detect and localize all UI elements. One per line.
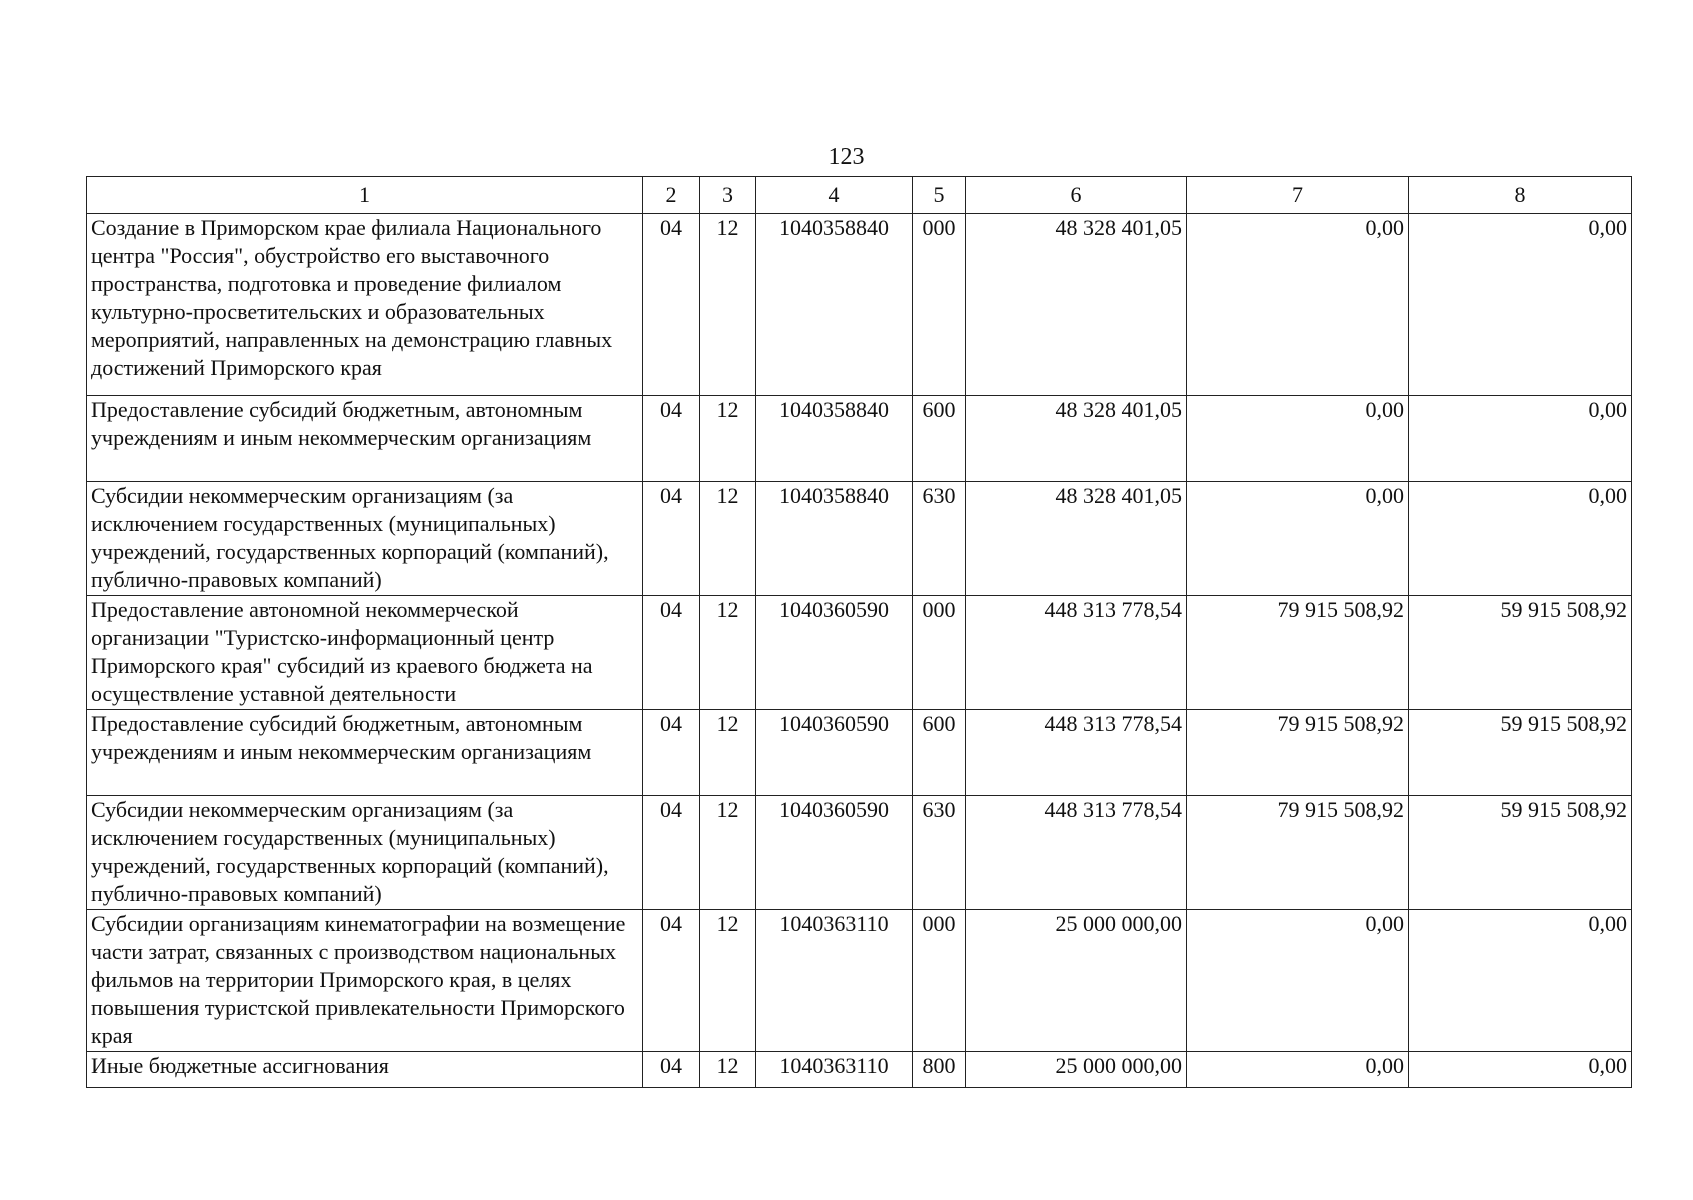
row-amount-col8: 59 915 508,92 (1409, 710, 1632, 796)
row-amount-col7: 0,00 (1187, 910, 1409, 1052)
row-amount-col6: 25 000 000,00 (966, 1052, 1187, 1088)
row-expense-type: 000 (913, 910, 966, 1052)
row-section-code: 04 (643, 710, 700, 796)
row-section-code: 04 (643, 796, 700, 910)
column-header-8: 8 (1409, 177, 1632, 214)
row-name: Субсидии некоммерческим организациям (за исключением государственных (муниципальных) учреждений, государственных корпораций (компаний), публично-правовых компаний) (87, 796, 643, 910)
row-amount-col6: 48 328 401,05 (966, 396, 1187, 482)
row-name: Иные бюджетные ассигнования (87, 1052, 643, 1088)
row-amount-col7: 0,00 (1187, 1052, 1409, 1088)
row-section-code: 04 (643, 1052, 700, 1088)
table-row (87, 482, 1632, 596)
row-amount-col7: 0,00 (1187, 214, 1409, 396)
row-expense-type: 000 (913, 596, 966, 710)
table-row (87, 596, 1632, 710)
row-subsection-code: 12 (700, 796, 756, 910)
row-subsection-code: 12 (700, 710, 756, 796)
row-amount-col6: 25 000 000,00 (966, 910, 1187, 1052)
row-name: Субсидии некоммерческим организациям (за исключением государственных (муниципальных) учреждений, государственных корпораций (компаний), публично-правовых компаний) (87, 482, 643, 596)
row-amount-col7: 79 915 508,92 (1187, 796, 1409, 910)
row-expense-type: 630 (913, 796, 966, 910)
row-section-code: 04 (643, 910, 700, 1052)
row-target-article: 1040363110 (756, 1052, 913, 1088)
row-target-article: 1040358840 (756, 396, 913, 482)
row-target-article: 1040360590 (756, 710, 913, 796)
row-amount-col6: 448 313 778,54 (966, 596, 1187, 710)
row-expense-type: 600 (913, 396, 966, 482)
column-header-1: 1 (87, 177, 643, 214)
column-header-6: 6 (966, 177, 1187, 214)
row-expense-type: 600 (913, 710, 966, 796)
row-subsection-code: 12 (700, 482, 756, 596)
table-row (87, 910, 1632, 1052)
row-amount-col6: 448 313 778,54 (966, 796, 1187, 910)
row-amount-col8: 59 915 508,92 (1409, 796, 1632, 910)
row-amount-col7: 79 915 508,92 (1187, 596, 1409, 710)
budget-table (86, 176, 1632, 1088)
row-section-code: 04 (643, 396, 700, 482)
column-header-5: 5 (913, 177, 966, 214)
table-body (87, 214, 1632, 1088)
table-header (87, 177, 1632, 214)
row-amount-col8: 0,00 (1409, 396, 1632, 482)
row-amount-col6: 448 313 778,54 (966, 710, 1187, 796)
row-target-article: 1040360590 (756, 596, 913, 710)
column-header-7: 7 (1187, 177, 1409, 214)
row-section-code: 04 (643, 214, 700, 396)
row-amount-col8: 0,00 (1409, 214, 1632, 396)
row-subsection-code: 12 (700, 596, 756, 710)
column-header-4: 4 (756, 177, 913, 214)
row-amount-col6: 48 328 401,05 (966, 482, 1187, 596)
table-row (87, 1052, 1632, 1088)
row-section-code: 04 (643, 482, 700, 596)
row-amount-col7: 79 915 508,92 (1187, 710, 1409, 796)
row-name: Создание в Приморском крае филиала Национального центра "Россия", обустройство его выставочного пространства, подготовка и проведение филиалом культурно-просветительских и образовательных мероприятий, направленных на демонстрацию главных достижений Приморского края (87, 214, 643, 396)
row-expense-type: 000 (913, 214, 966, 396)
row-target-article: 1040363110 (756, 910, 913, 1052)
table-row (87, 396, 1632, 482)
row-name: Предоставление субсидий бюджетным, автономным учреждениям и иным некоммерческим организациям (87, 710, 643, 796)
row-name: Субсидии организациям кинематографии на возмещение части затрат, связанных с производством национальных фильмов на территории Приморского края, в целях повышения туристской привлекательности Приморского края (87, 910, 643, 1052)
row-subsection-code: 12 (700, 214, 756, 396)
row-subsection-code: 12 (700, 910, 756, 1052)
row-target-article: 1040358840 (756, 214, 913, 396)
table-row (87, 796, 1632, 910)
row-name: Предоставление субсидий бюджетным, автономным учреждениям и иным некоммерческим организациям (87, 396, 643, 482)
row-name: Предоставление автономной некоммерческой организации "Туристско-информационный центр Приморского края" субсидий из краевого бюджета на осуществление уставной деятельности (87, 596, 643, 710)
row-amount-col7: 0,00 (1187, 482, 1409, 596)
column-header-3: 3 (700, 177, 756, 214)
row-target-article: 1040360590 (756, 796, 913, 910)
row-section-code: 04 (643, 596, 700, 710)
row-amount-col6: 48 328 401,05 (966, 214, 1187, 396)
row-subsection-code: 12 (700, 1052, 756, 1088)
page-number: 123 (828, 144, 865, 170)
row-amount-col8: 0,00 (1409, 482, 1632, 596)
table-row (87, 214, 1632, 396)
table-row (87, 710, 1632, 796)
row-amount-col8: 0,00 (1409, 1052, 1632, 1088)
header-row (87, 177, 1632, 214)
row-amount-col7: 0,00 (1187, 396, 1409, 482)
row-subsection-code: 12 (700, 396, 756, 482)
row-expense-type: 800 (913, 1052, 966, 1088)
row-amount-col8: 59 915 508,92 (1409, 596, 1632, 710)
row-expense-type: 630 (913, 482, 966, 596)
column-header-2: 2 (643, 177, 700, 214)
row-amount-col8: 0,00 (1409, 910, 1632, 1052)
row-target-article: 1040358840 (756, 482, 913, 596)
